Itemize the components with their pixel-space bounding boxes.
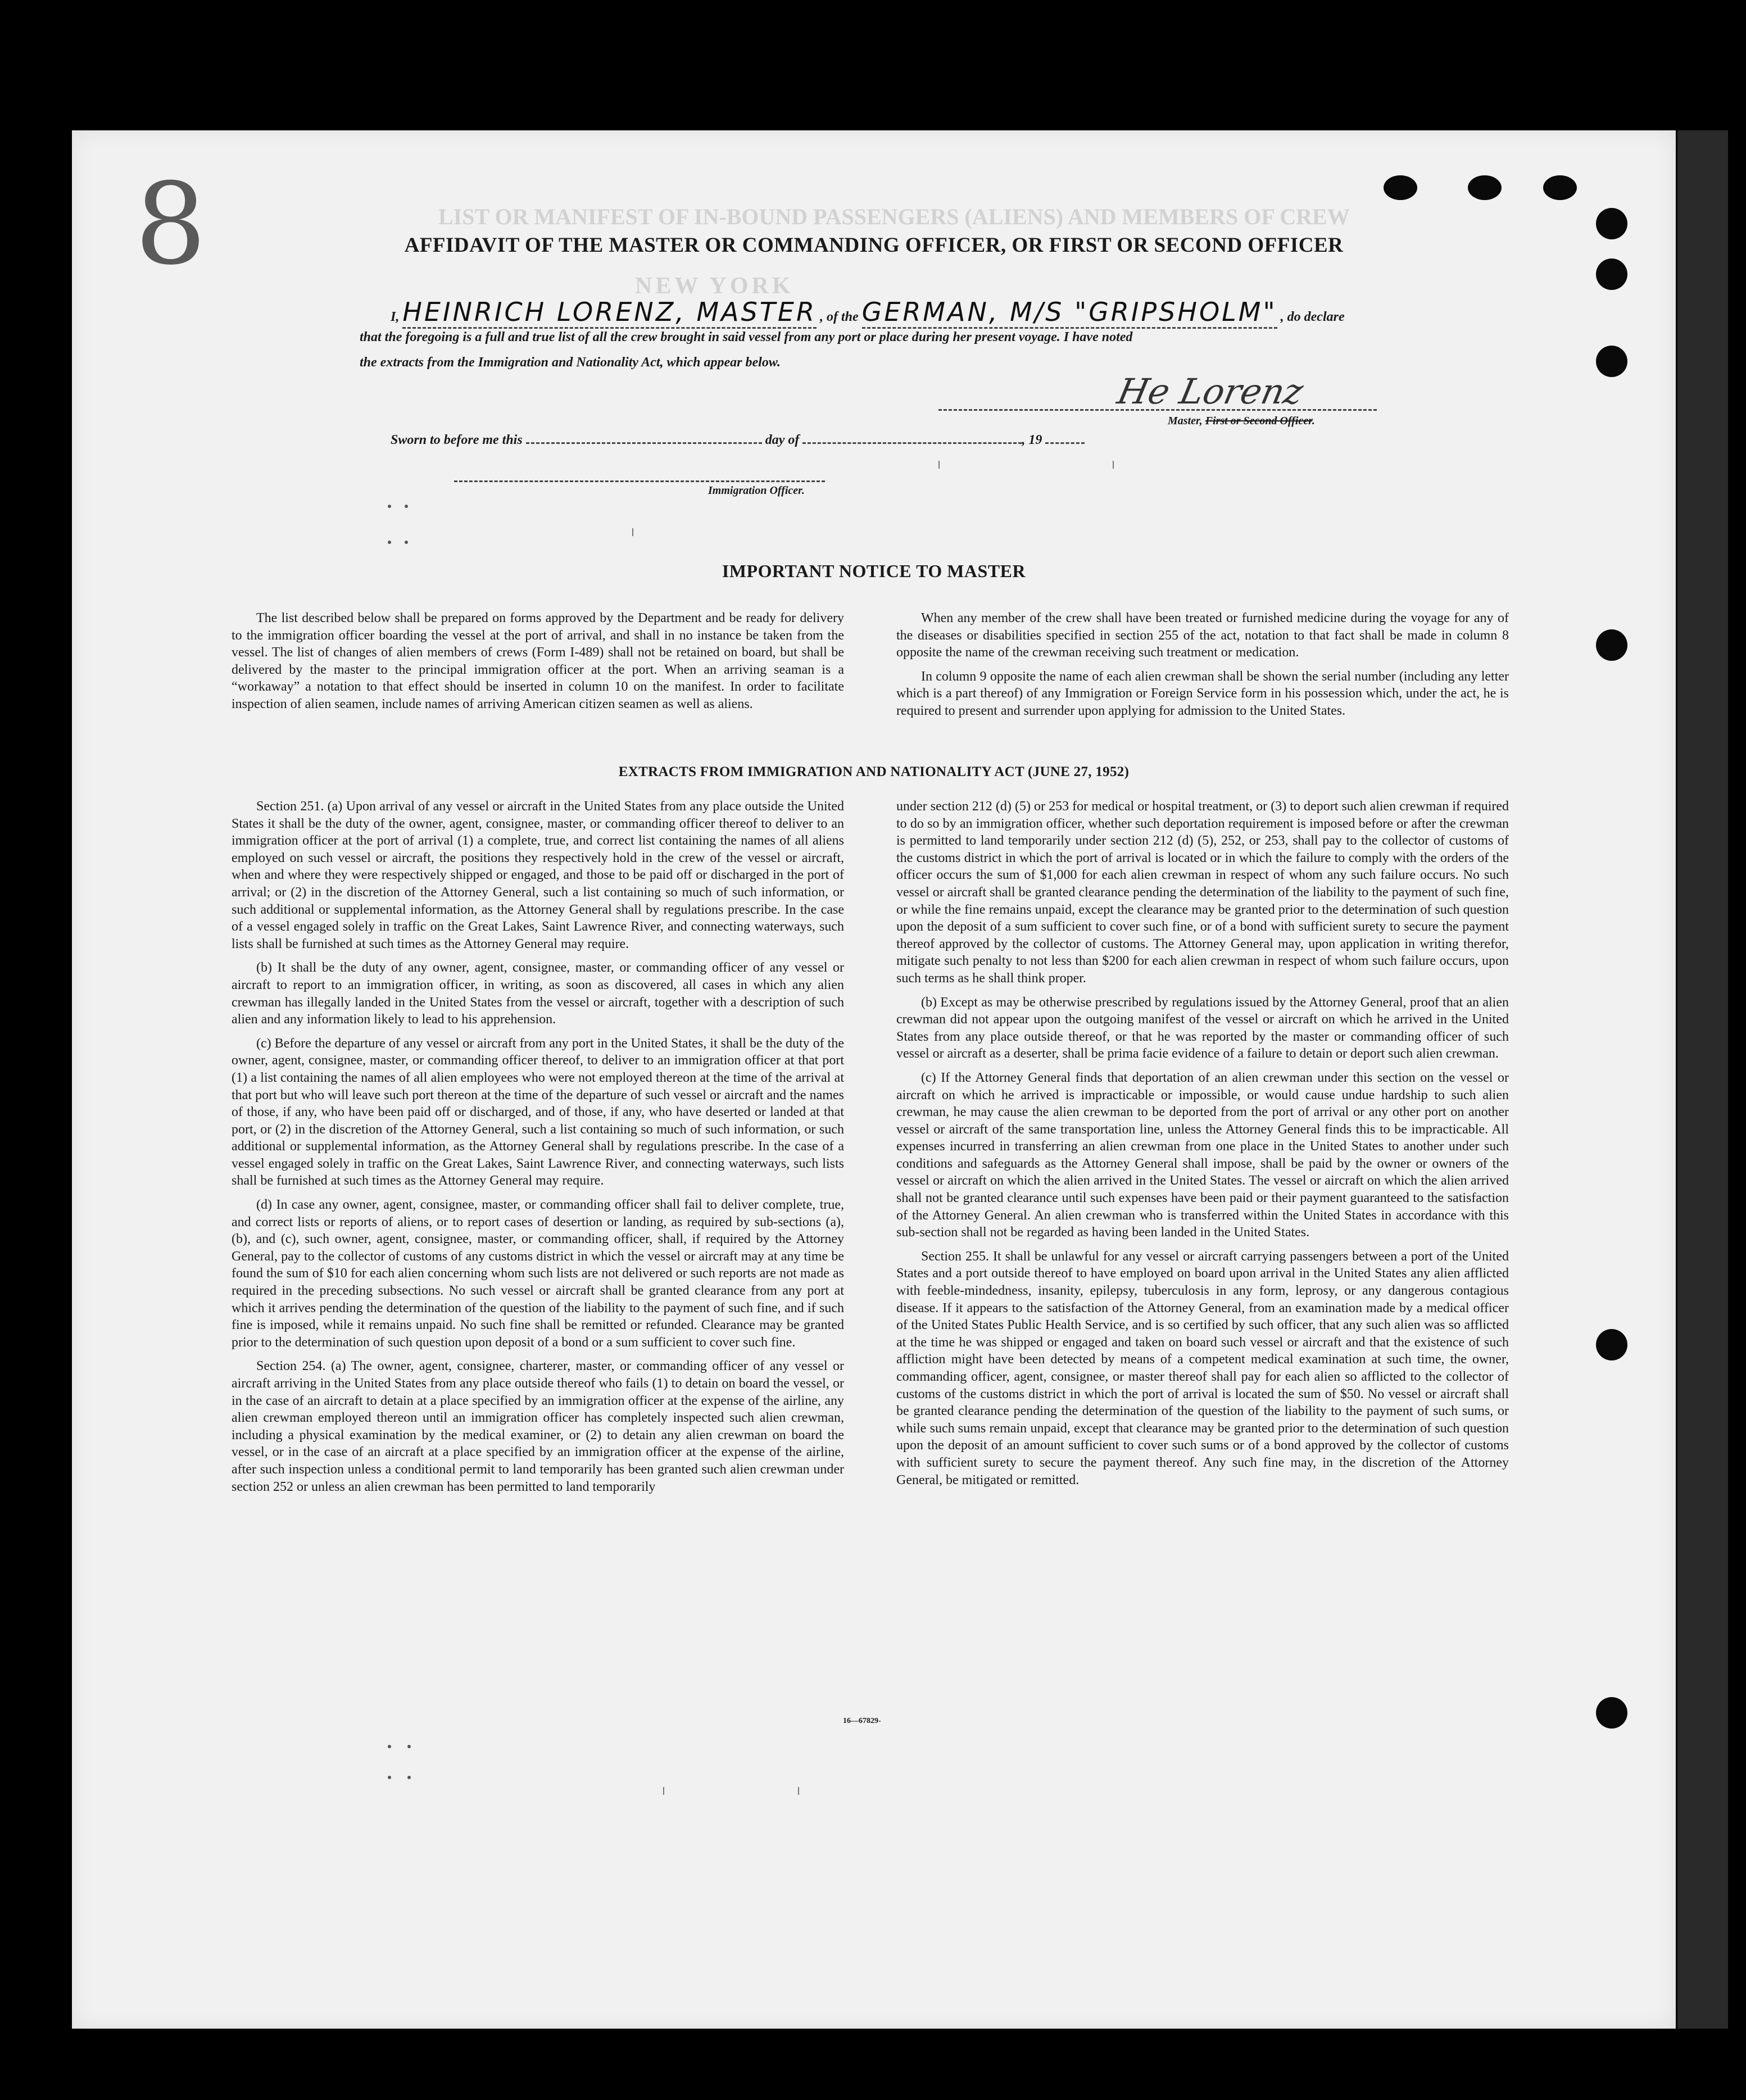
bleed-through-heading: LIST OR MANIFEST OF IN-BOUND PASSENGERS (ALIENS) AND MEMBERS OF CREW — [438, 204, 1350, 229]
bleed-through-place: NEW YORK — [635, 273, 794, 299]
binder-hole — [1596, 258, 1627, 290]
scan-tick — [663, 1787, 664, 1795]
scan-speck — [405, 505, 408, 508]
section-251a: Section 251. (a) Upon arrival of any vessel or aircraft in the United States from any place outside the United States it shall be the duty of the owner, agent, consignee, master, or commanding officer thereof to deliver to an immigration officer at the port of arrival (1) a complete, true, and correct list containing the names of all aliens employed on such vessel or aircraft, the positions they respectively hold in the crew of the vessel or aircraft, when and where they were respectively shipped or engaged, and those to be paid off or discharged in the port of arrival; or (2) in the discretion of the Attorney General, such a list containing so much of such information, or such additional or supplemental information, as the Attorney General shall by regulations prescribe. In the case of a vessel engaged solely in traffic on the Great Lakes, Saint Lawrence River, and connecting waterways, such lists shall be furnished at such times as the Attorney General may require. — [232, 799, 844, 951]
binder-hole — [1596, 346, 1627, 377]
scan-speck — [388, 541, 391, 544]
extracts-left-column — [232, 798, 844, 1502]
extracts-right-column — [896, 798, 1509, 1495]
binder-hole — [1596, 1329, 1627, 1360]
notice-left-column — [232, 610, 844, 720]
extracts-title: EXTRACTS FROM IMMIGRATION AND NATIONALITY ACT (JUNE 27, 1952) — [618, 764, 1130, 779]
sworn-label: Sworn to before me this — [391, 433, 523, 447]
day-of-label: day of — [765, 433, 800, 447]
vessel-name-field: GERMAN, M/S "GRIPSHOLM" — [862, 297, 1277, 329]
master-name-field: HEINRICH LORENZ, MASTER — [402, 297, 817, 329]
scan-tick — [1113, 461, 1114, 469]
notice-paragraph: In column 9 opposite the name of each alien crewman shall be shown the serial number (including any letter which is a part thereof) of any Immigration or Foreign Service form in his possession which, under the act, he is required to present and surrender upon applying for admission to the United States. — [896, 669, 1509, 718]
notice-right-column — [896, 610, 1509, 727]
page-number: 8 — [135, 159, 207, 290]
scan-speck — [388, 1745, 391, 1748]
section-254c: (c) If the Attorney General finds that deportation of an alien crewman under this section on the vessel or aircraft on which he arrived is impracticable or impossible, or would cause undue hardship to such alien crewman, he may cause the alien crewman to be deported from the port of arrival or any other port on another vessel or aircraft of the same transportation line, unless the Attorney General finds this to be impracticable. All expenses incurred in transferring an alien crewman from one place in the United States to another under such conditions and safeguards as the Attorney General shall impose, shall be paid by the owner or owners of the vessel or aircraft on which the alien arrived in the United States. The vessel or aircraft on which the alien arrived shall not be granted clearance until such expenses have been paid or their payment guaranteed to the satisfaction of the Attorney General. An alien crewman who is transferred within the United States in accordance with this sub-section shall not be regarded as having been landed in the United States. — [896, 1070, 1509, 1240]
affidavit-title: AFFIDAVIT OF THE MASTER OR COMMANDING OFFICER, OR FIRST OR SECOND OFFICER — [404, 234, 1344, 257]
of-the-label: , of the — [819, 310, 859, 324]
scan-tick — [798, 1787, 799, 1795]
declaration-line — [391, 297, 1345, 329]
notice-paragraph: When any member of the crew shall have been treated or furnished medicine during the voyage for any of the diseases or disabilities specified in section 255 of the act, notation to that fact shall be made in column 8 opposite the name of the crewman receiving such treatment or medication. — [896, 611, 1509, 660]
binder-hole — [1468, 175, 1502, 200]
binder-hole — [1596, 629, 1627, 661]
sworn-date-field — [526, 442, 762, 444]
section-251b: (b) It shall be the duty of any owner, agent, consignee, master, or commanding officer of any vessel or aircraft to report to an immigration officer, in writing, as soon as discovered, all cases in which any alien crewman has illegally landed in the United States from the vessel or aircraft, together with a description of such alien and any information likely to lead to his apprehension. — [232, 960, 844, 1027]
declaration-line-2: that the foregoing is a full and true list of all the crew brought in said vessel from any port or place during her present voyage. I have noted — [360, 330, 1133, 344]
notice-title: IMPORTANT NOTICE TO MASTER — [722, 561, 1026, 581]
master-signature: He Lorenz — [1114, 371, 1307, 412]
scan-speck — [388, 505, 391, 508]
scan-tick — [938, 461, 940, 469]
section-254a-continued: under section 212 (d) (5) or 253 for medical or hospital treatment, or (3) to deport such alien crewman if required to do so by an immigration officer, whether such deportation requirement is imposed before or after the crewman is permitted to land temporarily under section 212 (d) (5), 252, or 253, shall pay to the collector of customs of the customs district in which the port of arrival is located or in which the failure to comply with the orders of the officer occurs the sum of $1,000 for each alien crewman in respect of whom any such failure occurs. No such vessel or aircraft shall be granted clearance pending the determination of the liability to the payment of such fine, or while the fine remains unpaid, except the clearance may be granted prior to the determination of such question upon the deposit of a sum sufficient to cover such fine, or of a bond with sufficient surety to secure the payment thereof approved by the collector of customs. The Attorney General may, upon application in writing therefor, mitigate such penalty to not less than $200 for each alien crewman in respect of whom such failure occurs, upon such terms as he shall think proper. — [896, 799, 1509, 986]
section-251c: (c) Before the departure of any vessel or aircraft from any port in the United States, it shall be the duty of the owner, agent, consignee, master, or commanding officer thereof, to deliver to an immigration officer at that port (1) a list containing the names of all alien employees who were not employed thereon at the time of the arrival at that port but who will leave such port thereon at the time of the departure of such vessel or aircraft and the names of those, if any, who have been paid off or discharged, and of those, if any, who have deserted or landed at that port, or (2) in the discretion of the Attorney General, such a list containing so much of such information, or such additional or supplemental information, as the Attorney General shall by regulations prescribe. In the case of a vessel engaged solely in traffic on the Great Lakes, Saint Lawrence River, and connecting waterways, such lists shall be furnished at such times as the Attorney General may require. — [232, 1036, 844, 1189]
binder-hole — [1384, 175, 1417, 200]
struck-officer-label: First or Second Officer — [1205, 415, 1312, 427]
immigration-officer-label: Immigration Officer. — [708, 484, 805, 497]
label-end: . — [1312, 415, 1315, 427]
binder-hole — [1543, 175, 1577, 200]
scan-tick — [632, 528, 633, 536]
signature-label — [1168, 415, 1315, 428]
year-field — [1045, 442, 1085, 444]
declaration-line-3: the extracts from the Immigration and Nationality Act, which appear below. — [360, 355, 781, 370]
section-254b: (b) Except as may be otherwise prescribed by regulations issued by the Attorney General, proof that an alien crewman did not appear upon the outgoing manifest of the vessel or aircraft on which he arrived in the United States from any place outside thereof, or that he was reported by the master or commanding officer of such vessel or aircraft as a deserter, shall be prima facie evidence of a failure to detain or deport such alien crewman. — [896, 995, 1509, 1062]
section-251d: (d) In case any owner, agent, consignee, master, or commanding officer shall fail to deliver complete, true, and correct lists or reports of aliens, or to report cases of desertion or landing, as required by sub-sections (a), (b), and (c), such owner, agent, consignee, master, or commanding officer, shall, if required by the Attorney General, pay to the collector of customs of any customs district in which the vessel or aircraft may at any time be found the sum of $10 for each alien concerning whom such lists are not delivered or such reports are not made as required in the preceding subsections. No such vessel or aircraft shall be granted clearance from any port at which it arrives pending the determination of the question of the liability to the payment of such fine, and if such fine is imposed, while it remains unpaid. No such fine shall be remitted or refunded. Clearance may be granted prior to the determination of such question upon deposit of a bond or a sum sufficient to cover such fine. — [232, 1198, 844, 1350]
month-field — [802, 442, 1022, 444]
scan-speck — [388, 1776, 391, 1779]
section-254a: Section 254. (a) The owner, agent, consignee, charterer, master, or commanding officer of any vessel or aircraft arriving in the United States from any place outside thereof who fails (1) to detain on board the vessel, or in the case of an aircraft to detain at a place specified by an immigration officer at the expense of the airline, any alien crewman employed thereon until an immigration officer has completely inspected such alien crewman, including a physical examination by the medical examiner, or (2) to detain any alien crewman on board the vessel, or in the case of an aircraft at a place specified by an immigration officer at the expense of the airline, after such inspection unless a conditional permit to land temporarily has been granted such alien crewman under section 252 or unless an alien crewman has been permitted to land temporarily — [232, 1359, 844, 1494]
form-number: 16—67829- — [843, 1717, 881, 1725]
do-declare-label: , do declare — [1280, 310, 1345, 324]
year-label: 19 — [1028, 433, 1042, 447]
i-label: I, — [391, 310, 400, 324]
scan-speck — [407, 1745, 411, 1748]
section-255: Section 255. It shall be unlawful for any vessel or aircraft carrying passengers between a port of the United States and a port outside thereof to have employed on board upon arrival in the United States any alien afflicted with feeble-mindedness, insanity, epilepsy, tuberculosis in any form, leprosy, or any dangerous contagious disease. If it appears to the satisfaction of the Attorney General, from an examination made by a medical officer of the United States Public Health Service, and is so certified by such officer, that any such alien was so afflicted at the time he was shipped or engaged and taken on board such vessel or aircraft and that the existence of such affliction might have been detected by means of a competent medical examination at such time, the owner, commanding officer, agent, consignee, or master thereof shall pay for each alien so afflicted to the collector of customs of the customs district in which the port of arrival is located the sum of $50. No vessel or aircraft shall be granted clearance pending the determination of the question of the liability to the payment of such sums, or while such sums remain unpaid, except that clearance may be granted prior to the determination of such question upon the deposit of an amount sufficient to cover such sums or of a bond approved by the collector of customs with sufficient surety to secure the payment thereof. Any such fine may, in the discretion of the Attorney General, be mitigated or remitted. — [896, 1249, 1509, 1487]
immigration-officer-line — [454, 480, 825, 482]
scan-speck — [405, 541, 408, 544]
scan-speck — [407, 1776, 411, 1779]
binder-hole — [1596, 1697, 1627, 1729]
master-label: Master, — [1168, 415, 1203, 427]
sworn-line: Sworn to before me this day of , 19 — [391, 433, 1085, 448]
page-edge-shadow — [1677, 130, 1728, 2029]
notice-paragraph: The list described below shall be prepared on forms approved by the Department and be ready for delivery to the immigration officer boarding the vessel at the port of arrival, and shall in no instance be taken from the vessel. The list of changes of alien members of crews (Form I-489) shall not be retained on board, but shall be delivered by the master to the principal immigration officer at the port. When an arriving seaman is a “workaway” a notation to that effect should be inserted in column 10 on the manifest. In order to facilitate inspection of alien seamen, include names of arriving American citizen seamen as well as aliens. — [232, 611, 844, 711]
